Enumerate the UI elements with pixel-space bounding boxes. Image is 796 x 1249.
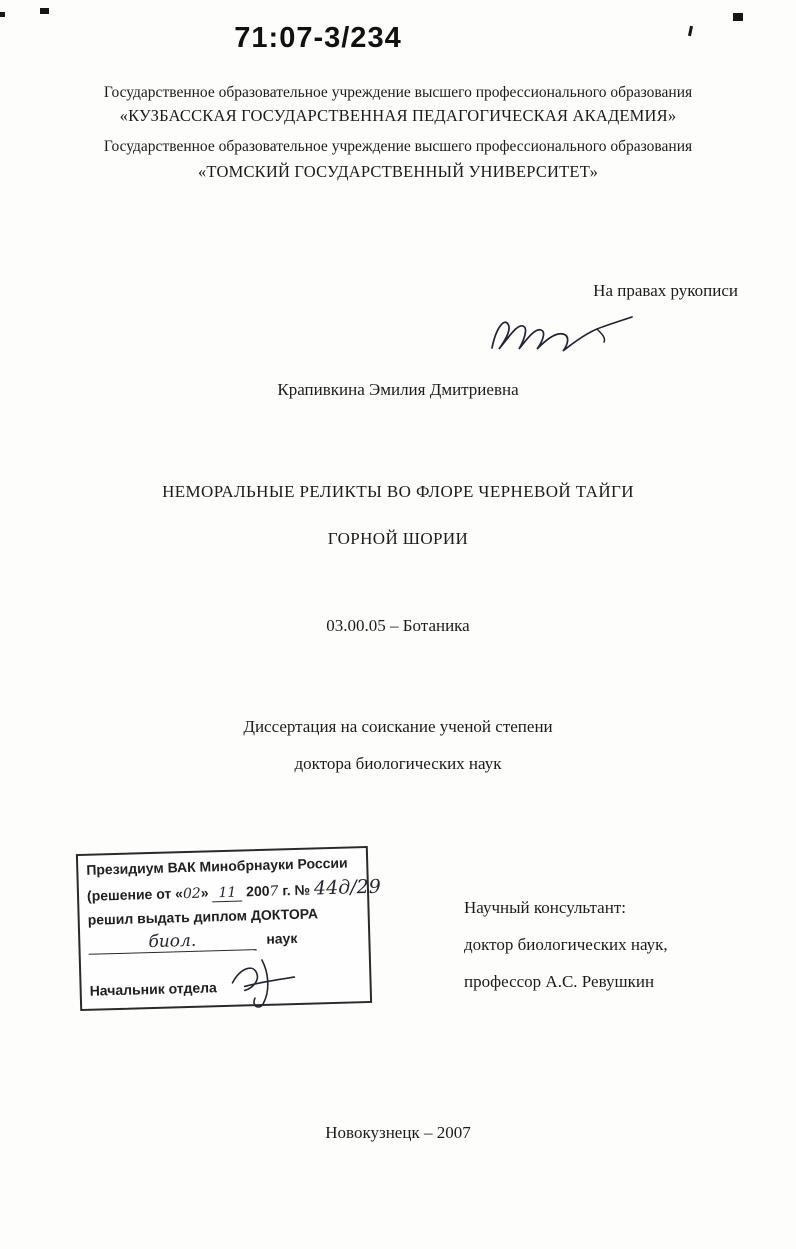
consultant-name: профессор А.С. Ревушкин (464, 972, 655, 991)
inventory-number: 71:07-3/234 (234, 22, 402, 54)
institution-type-line: Государственное образовательное учреждение высшего профессионального образования (103, 138, 693, 155)
stamp-number-label: г. № (282, 881, 311, 899)
institution-name-tomsk: «ТОМСКИЙ ГОСУДАРСТВЕННЫЙ УНИВЕРСИТЕТ» (197, 162, 599, 181)
scan-artifact (0, 12, 5, 17)
degree-statement-line1: Диссертация на соискание ученой степени (243, 717, 553, 736)
institution-type-line: Государственное образовательное учреждение высшего профессионального образования (103, 84, 693, 101)
author-name: Крапивкина Эмилия Дмитриевна (277, 380, 519, 399)
stamp-header: Президиум ВАК Минобрнауки России (86, 854, 348, 878)
stamp-official-title: Начальник отдела (89, 979, 218, 999)
institution-name-kuzbass: «КУЗБАССКАЯ ГОСУДАРСТВЕННАЯ ПЕДАГОГИЧЕСКАЯ АКАДЕМИЯ» (119, 106, 677, 125)
stamp-year-handwritten: 7 (269, 883, 279, 900)
stamp-decision-line (86, 875, 382, 906)
stamp-number-handwritten: 44д/29 (313, 875, 382, 900)
stamp-month-handwritten: 11 (212, 884, 242, 902)
stamp-quote-close: » (200, 884, 209, 901)
scan-artifact (688, 26, 693, 36)
stamp-year-printed: 200 (245, 882, 270, 900)
degree-statement-line2: доктора биологических наук (294, 754, 502, 773)
stamp-field-suffix: наук (266, 929, 298, 947)
author-signature-icon (482, 308, 642, 360)
official-signature-icon (224, 955, 305, 1009)
stamp-field-handwritten: биол. (88, 929, 257, 955)
dissertation-title-line1: НЕМОРАЛЬНЫЕ РЕЛИКТЫ ВО ФЛОРЕ ЧЕРНЕВОЙ ТАЙГИ (162, 482, 634, 501)
consultant-degree: доктор биологических наук, (464, 935, 668, 954)
manuscript-rights-note: На правах рукописи (593, 281, 738, 300)
stamp-official-line (89, 953, 364, 999)
consultant-label: Научный консультант: (464, 898, 626, 917)
specialty-code: 03.00.05 – Ботаника (326, 616, 470, 635)
scan-artifact (40, 8, 49, 14)
dissertation-title-line2: ГОРНОЙ ШОРИИ (327, 529, 469, 548)
stamp-decision-prefix: (решение от « (86, 885, 184, 904)
vak-approval-stamp (76, 846, 382, 1011)
scan-artifact (733, 13, 743, 21)
city-year-footer: Новокузнецк – 2007 (325, 1123, 471, 1142)
stamp-diploma-line: решил выдать диплом ДОКТОРА (87, 905, 319, 928)
stamp-science-field-line (88, 926, 362, 955)
stamp-day-handwritten: 02 (182, 885, 202, 903)
